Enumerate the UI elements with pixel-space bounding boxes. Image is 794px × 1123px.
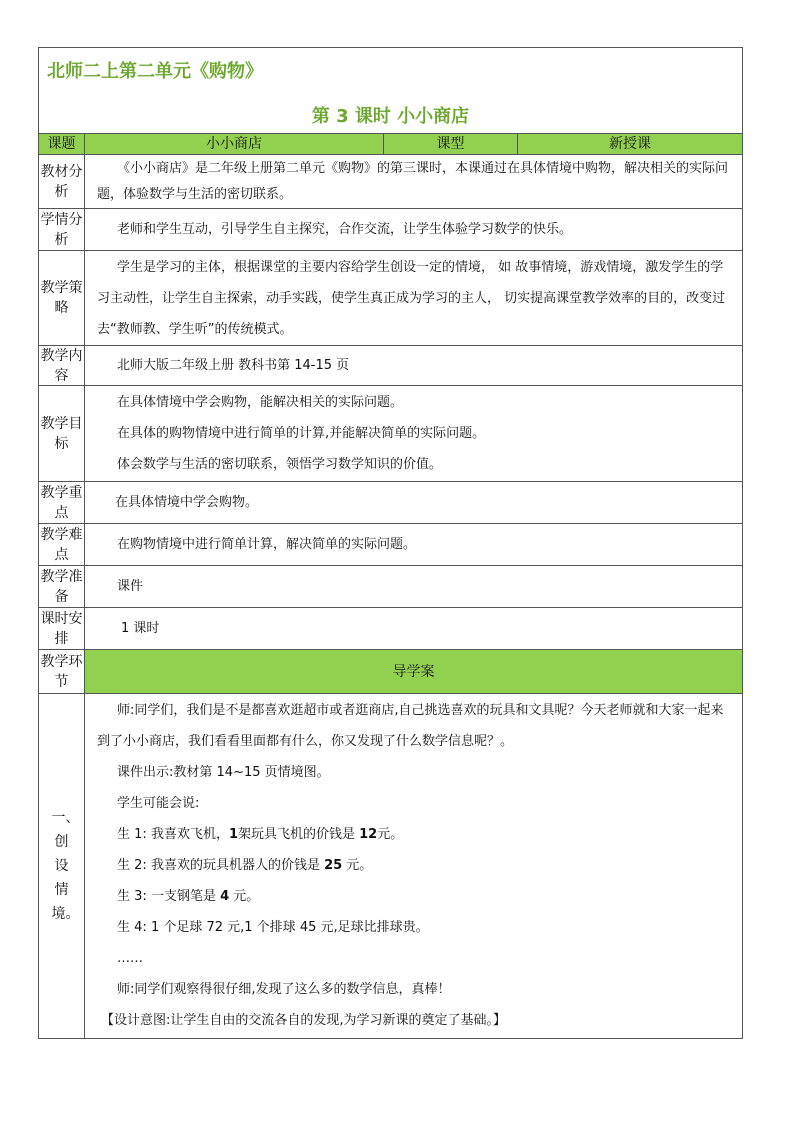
student-answer-1: 生 1: 我喜欢飞机，1架玩具飞机的价钱是 12元。 [117, 827, 404, 842]
difficulty-text: 在购物情境中进行简单计算，解决简单的实际问题。 [117, 537, 417, 552]
row-strategy [39, 251, 742, 346]
row-content [39, 346, 742, 386]
info-row [39, 134, 742, 155]
topic-value: 小小商店 [85, 134, 384, 154]
row-label: 教学内容 [39, 346, 85, 385]
guide-header: 导学案 [85, 650, 742, 693]
row-section-1 [39, 694, 742, 1038]
hours-text: 1 课时 [121, 621, 160, 636]
row-label: 学情分析 [39, 209, 85, 250]
row-label: 教学难点 [39, 524, 85, 565]
row-students [39, 209, 742, 251]
topic-label: 课题 [39, 134, 85, 154]
courseware-line: 课件出示:教材第 14~15 页情境图。 [117, 765, 330, 780]
material-text: 《小小商店》是二年级上册第二单元《购物》的第三课时，本课通过在具体情境中购物，解决相关的实际问题，体验数学与生活的密切联系。 [97, 161, 729, 202]
key-point-text: 在具体情境中学会购物。 [115, 495, 259, 510]
student-answer-3: 生 3: 一支钢笔是 4 元。 [117, 889, 260, 904]
row-difficulty [39, 524, 742, 566]
row-material [39, 155, 742, 209]
design-intent: 【设计意图:让学生自由的交流各自的发现,为学习新课的奠定了基础。】 [101, 1013, 507, 1028]
lesson-title: 第 3 课时 小小商店 [311, 106, 470, 127]
type-value: 新授课 [518, 134, 742, 154]
row-label: 教学准备 [39, 566, 85, 607]
ellipsis: …… [117, 951, 143, 966]
type-label: 课型 [384, 134, 518, 154]
section-1-label: 一、创设情境。 [39, 694, 85, 1038]
row-hours [39, 608, 742, 650]
content-text: 北师大版二年级上册 教科书第 14-15 页 [117, 358, 350, 373]
goal-item: 在具体的购物情境中进行简单的计算,并能解决简单的实际问题。 [117, 426, 486, 441]
row-label: 教材分析 [39, 155, 85, 208]
title-block [39, 48, 742, 134]
teacher-intro: 师:同学们，我们是不是都喜欢逛超市或者逛商店,自己挑选喜欢的玩具和文具呢？今天老师就和大家一起来到了小小商店，我们看看里面都有什么，你又发现了什么数学信息呢？。 [97, 703, 724, 749]
row-label: 教学重点 [39, 482, 85, 523]
students-text: 老师和学生互动，引导学生自主探究，合作交流，让学生体验学习数学的快乐。 [117, 222, 573, 237]
teacher-praise: 师:同学们观察得很仔细,发现了这么多的数学信息，真棒！ [117, 982, 451, 997]
student-answer-2: 生 2: 我喜欢的玩具机器人的价钱是 25 元。 [117, 858, 373, 873]
row-label: 教学目标 [39, 386, 85, 481]
row-key-point [39, 482, 742, 524]
goal-item: 体会数学与生活的密切联系，领悟学习数学知识的价值。 [117, 457, 443, 472]
preparation-text: 课件 [117, 579, 144, 594]
series-title: 北师二上第二单元《购物》 [47, 61, 263, 82]
students-may-say: 学生可能会说: [117, 796, 200, 811]
strategy-text: 学生是学习的主体，根据课堂的主要内容给学生创设一定的情境， 如 故事情境，游戏情境，激发学生的学习主动性，让学生自主探索，动手实践，使学生真正成为学习的主人， 切实提高课堂教学效率的目的，改变过去“教师教、学生听”的传统模式。 [97, 260, 726, 337]
student-answer-4: 生 4: 1 个足球 72 元,1 个排球 45 元,足球比排球贵。 [117, 920, 429, 935]
row-preparation [39, 566, 742, 608]
row-goals [39, 386, 742, 482]
row-label: 教学环节 [39, 650, 85, 693]
row-label: 教学策略 [39, 251, 85, 345]
goal-item: 在具体情境中学会购物，能解决相关的实际问题。 [117, 395, 404, 410]
lesson-plan-table [38, 47, 743, 1039]
row-label: 课时安排 [39, 608, 85, 649]
row-stage [39, 650, 742, 694]
